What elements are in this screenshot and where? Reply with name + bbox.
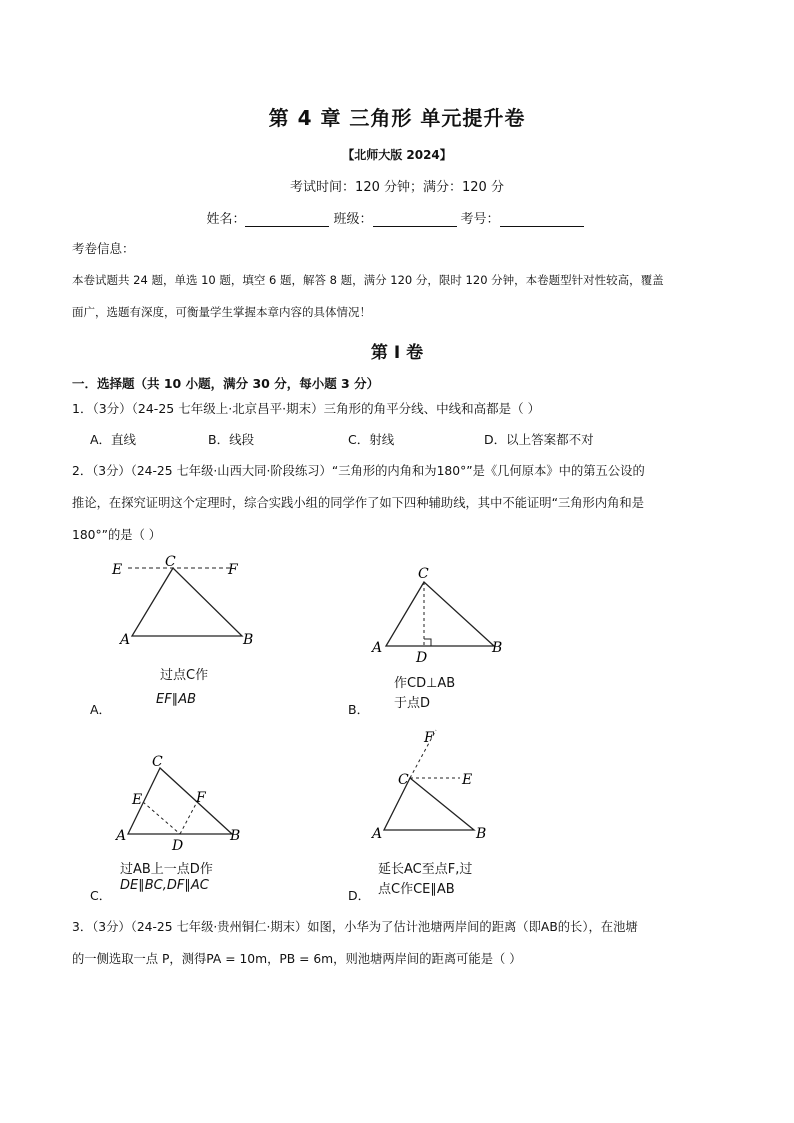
notice-title: 考卷信息： bbox=[72, 241, 135, 256]
figure-c-caption-1: 过AB上一点D作 bbox=[120, 862, 213, 877]
point-a-label: A bbox=[116, 828, 127, 844]
question-2-line-3: 180°”的是（ ） bbox=[72, 528, 162, 542]
name-field[interactable] bbox=[245, 212, 329, 227]
q1-option-c[interactable]: C．射线 bbox=[348, 432, 395, 447]
figure-b-caption-1: 作CD⊥AB bbox=[394, 676, 456, 691]
point-a-label: A bbox=[372, 826, 383, 842]
point-a-label: A bbox=[120, 632, 131, 648]
figure-d bbox=[364, 722, 524, 846]
figure-d-caption-1: 延长AC至点F,过 bbox=[378, 862, 473, 877]
question-3-line-1: 3．（3分）（24-25 七年级·贵州铜仁·期末）如图，小华为了估计池塘两岸间的距离（即AB的长），在池塘 bbox=[72, 920, 638, 934]
q1-option-a[interactable]: A．直线 bbox=[90, 432, 137, 447]
figure-a-caption-1: 过点C作 bbox=[160, 668, 209, 683]
figure-c bbox=[110, 752, 270, 852]
point-c-label: C bbox=[418, 566, 429, 582]
question-1: 1．（3分）（24-25 七年级上·北京昌平·期末）三角形的角平分线、中线和高都是（ ） bbox=[72, 401, 541, 416]
page-title: 第 4 章 三角形 单元提升卷 bbox=[268, 106, 526, 130]
point-d-label: D bbox=[416, 650, 428, 666]
point-e-label: E bbox=[132, 792, 143, 808]
point-d-label: D bbox=[172, 838, 184, 852]
point-c-label: C bbox=[165, 554, 176, 570]
point-f-label: F bbox=[228, 562, 238, 578]
point-e-label: E bbox=[112, 562, 123, 578]
point-e-label: E bbox=[462, 772, 473, 788]
part-title: 第 I 卷 bbox=[370, 343, 424, 363]
class-field[interactable] bbox=[373, 212, 457, 227]
q2-option-d[interactable]: D． bbox=[348, 888, 371, 903]
q1-option-d[interactable]: D．以上答案都不对 bbox=[484, 432, 594, 447]
question-2-line-1: 2．（3分）（24-25 七年级·山西大同·阶段练习）“三角形的内角和为180°”是《几何原本》中的第五公设的 bbox=[72, 464, 645, 478]
name-label: 姓名： bbox=[206, 212, 246, 227]
student-info-row bbox=[0, 208, 794, 227]
notice-line-1: 本卷试题共 24 题，单选 10 题，填空 6 题，解答 8 题，满分 120 分，限时 120 分钟，本卷题型针对性较高，覆盖 bbox=[72, 273, 664, 287]
figure-a-caption-2: EF∥AB bbox=[156, 692, 197, 707]
figure-d-caption-2: 点C作CE∥AB bbox=[378, 882, 455, 897]
number-field[interactable] bbox=[500, 212, 584, 227]
section-heading: 一．选择题（共 10 小题，满分 30 分，每小题 3 分） bbox=[72, 376, 380, 391]
point-a-label: A bbox=[372, 640, 383, 656]
point-c-label: C bbox=[152, 754, 163, 770]
edition-label: 【北师大版 2024】 bbox=[342, 148, 452, 162]
q1-option-b[interactable]: B．线段 bbox=[208, 432, 255, 447]
notice-line-2: 面广，选题有深度，可衡量学生掌握本章内容的具体情况！ bbox=[72, 305, 371, 319]
point-c-label: C bbox=[398, 772, 409, 788]
figure-b bbox=[364, 560, 524, 670]
class-label: 班级： bbox=[333, 212, 373, 227]
point-f-label: F bbox=[196, 790, 206, 806]
question-2-line-2: 推论，在探究证明这个定理时，综合实践小组的同学作了如下四种辅助线，其中不能证明“三角形内角和是 bbox=[72, 496, 645, 510]
point-b-label: B bbox=[492, 640, 503, 656]
figure-a bbox=[110, 552, 270, 652]
q2-option-c[interactable]: C． bbox=[90, 888, 112, 903]
number-label: 考号： bbox=[460, 212, 500, 227]
point-b-label: B bbox=[230, 828, 241, 844]
q2-option-b[interactable]: B． bbox=[348, 702, 370, 717]
point-b-label: B bbox=[243, 632, 254, 648]
figure-c-caption-2: DE∥BC,DF∥AC bbox=[120, 878, 209, 893]
question-3-line-2: 的一侧选取一点 P，测得PA = 10m，PB = 6m，则池塘两岸间的距离可能是（ ） bbox=[72, 952, 522, 966]
figure-b-caption-2: 于点D bbox=[394, 696, 431, 711]
q2-option-a[interactable]: A． bbox=[90, 702, 112, 717]
point-f-label: F bbox=[424, 730, 434, 746]
point-b-label: B bbox=[476, 826, 487, 842]
exam-time: 考试时间：120 分钟；满分：120 分 bbox=[290, 180, 504, 195]
